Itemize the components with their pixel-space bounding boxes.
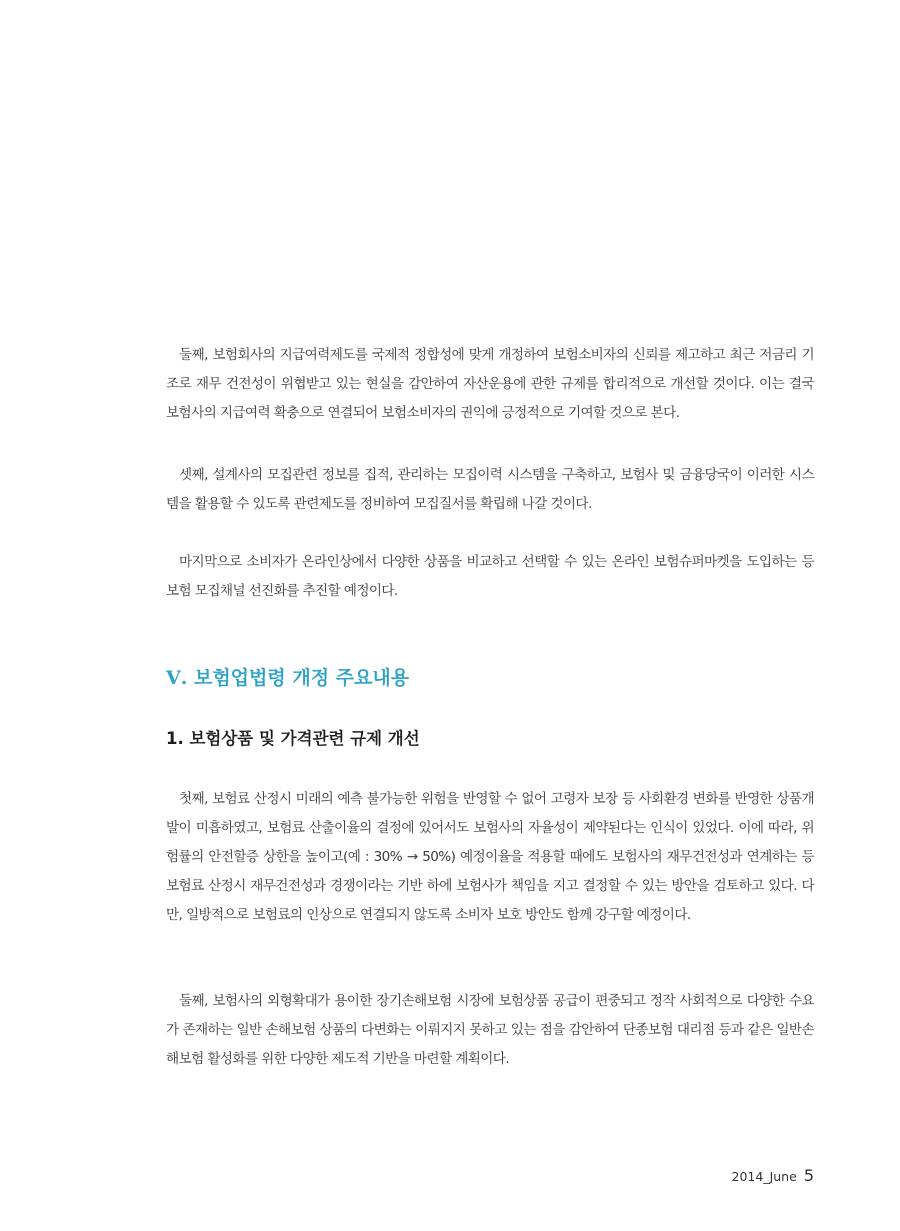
page-footer xyxy=(732,1166,814,1185)
footer-issue-label: 2014_June xyxy=(731,1169,797,1184)
paragraph-solvency: 둘째, 보험회사의 지급여력제도를 국제적 정합성에 맞게 개정하여 보험소비자의 신뢰를 제고하고 최근 저금리 기조로 재무 건전성이 위협받고 있는 현실을 감안하여 자산운용에 관한 규제를 합리적으로 개선할 것이다. 이는 결국 보험사의 지급여력 확충으로 연결되어 보험소비자의 권익에 긍정적으로 기여할 것으로 본다. xyxy=(166,347,814,421)
paragraph-premium-pricing: 첫째, 보험료 산정시 미래의 예측 불가능한 위험을 반영할 수 없어 고령자 보장 등 사회환경 변화를 반영한 상품개발이 미흡하였고, 보험료 산출이율의 결정에 있어서도 보험사의 자율성이 제약된다는 인식이 있었다. 이에 따라, 위험률의 안전할증 상한을 높이고(예 : 30% → 50%) 예정이율을 적용할 때에도 보험사의 재무건전성과 연계하는 등 보험료 산정시 재무건전성과 경쟁이라는 기반 하에 보험사가 책임을 지고 결정할 수 있는 방안을 검토하고 있다. 다만, 일방적으로 보험료의 인상으로 연결되지 않도록 소비자 보호 방안도 함께 강구할 예정이다. xyxy=(166,791,814,923)
paragraph-general-insurance: 둘째, 보험사의 외형확대가 용이한 장기손해보험 시장에 보험상품 공급이 편중되고 정작 사회적으로 다양한 수요가 존재하는 일반 손해보험 상품의 다변화는 이뤄지지 못하고 있는 점을 감안하여 단종보험 대리점 등과 같은 일반손해보험 활성화를 위한 다양한 제도적 기반을 마련할 계획이다. xyxy=(166,993,814,1067)
paragraph-recruitment-history: 셋째, 설계사의 모집관련 정보를 집적, 관리하는 모집이력 시스템을 구축하고, 보험사 및 금융당국이 이러한 시스템을 활용할 수 있도록 관련제도를 정비하여 모집질서를 확립해 나갈 것이다. xyxy=(166,467,814,512)
paragraph-online-supermarket: 마지막으로 소비자가 온라인상에서 다양한 상품을 비교하고 선택할 수 있는 온라인 보험슈퍼마켓을 도입하는 등 보험 모집채널 선진화를 추진할 예정이다. xyxy=(166,554,814,599)
page-number: 5 xyxy=(803,1166,814,1185)
section-title: Ⅴ. 보험업법령 개정 주요내용 xyxy=(166,667,410,689)
subsection-title: 1. 보험상품 및 가격관련 규제 개선 xyxy=(166,729,420,748)
